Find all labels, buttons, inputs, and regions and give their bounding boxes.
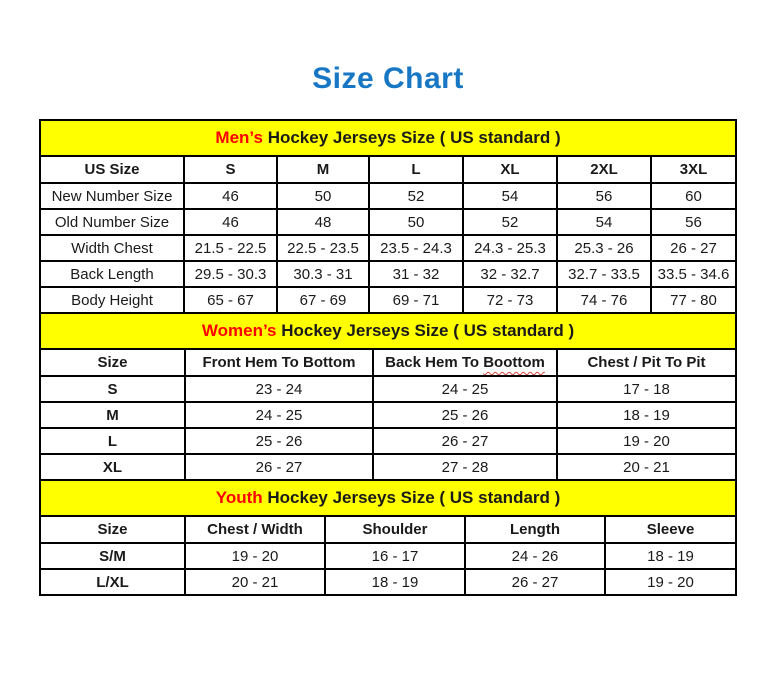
row-label: Width Chest	[40, 235, 184, 261]
row-label: L	[40, 428, 185, 454]
column-header: 3XL	[651, 156, 736, 183]
value-cell: 19 - 20	[557, 428, 736, 454]
column-header: Size	[40, 516, 185, 543]
column-header: Sleeve	[605, 516, 736, 543]
table-row	[40, 428, 736, 454]
column-header: Front Hem To Bottom	[185, 349, 373, 376]
table-row	[40, 209, 736, 235]
value-cell: 65 - 67	[184, 287, 277, 313]
value-cell: 17 - 18	[557, 376, 736, 402]
table-row	[40, 569, 736, 595]
column-header: Size	[40, 349, 185, 376]
section-title-accent: Women’s	[201, 321, 277, 340]
table-row	[40, 376, 736, 402]
value-cell: 18 - 19	[605, 543, 736, 569]
value-cell: 52	[463, 209, 557, 235]
value-cell: 46	[184, 183, 277, 209]
value-cell: 24.3 - 25.3	[463, 235, 557, 261]
value-cell: 54	[463, 183, 557, 209]
page-title: Size Chart	[312, 62, 464, 95]
section-title-accent: Youth	[215, 488, 263, 507]
value-cell: 77 - 80	[651, 287, 736, 313]
table-row	[40, 183, 736, 209]
column-header: Back Hem To Boottom	[373, 349, 557, 376]
value-cell: 56	[557, 183, 651, 209]
value-cell: 69 - 71	[369, 287, 463, 313]
mens-size-table	[39, 119, 737, 314]
value-cell: 50	[369, 209, 463, 235]
section-title-text: Hockey Jerseys Size ( US standard )	[276, 321, 575, 340]
youth-size-table	[39, 479, 737, 596]
mens-section-title	[40, 120, 736, 156]
row-label: XL	[40, 454, 185, 480]
value-cell: 23 - 24	[185, 376, 373, 402]
value-cell: 18 - 19	[325, 569, 465, 595]
value-cell: 46	[184, 209, 277, 235]
misspelled-word: Boottom	[483, 354, 545, 371]
value-cell: 48	[277, 209, 369, 235]
value-cell: 52	[369, 183, 463, 209]
value-cell: 26 - 27	[465, 569, 605, 595]
value-cell: 29.5 - 30.3	[184, 261, 277, 287]
row-label: M	[40, 402, 185, 428]
row-label: New Number Size	[40, 183, 184, 209]
table-row	[40, 261, 736, 287]
value-cell: 26 - 27	[373, 428, 557, 454]
column-header: US Size	[40, 156, 184, 183]
value-cell: 26 - 27	[185, 454, 373, 480]
section-title-accent: Men’s	[215, 128, 263, 147]
value-cell: 23.5 - 24.3	[369, 235, 463, 261]
value-cell: 18 - 19	[557, 402, 736, 428]
value-cell: 16 - 17	[325, 543, 465, 569]
row-label: S/M	[40, 543, 185, 569]
table-row	[40, 454, 736, 480]
column-header: Chest / Pit To Pit	[557, 349, 736, 376]
row-label: S	[40, 376, 185, 402]
column-header: XL	[463, 156, 557, 183]
womens-size-table	[39, 312, 737, 481]
row-label: L/XL	[40, 569, 185, 595]
section-title-text: Hockey Jerseys Size ( US standard )	[262, 488, 561, 507]
row-label: Back Length	[40, 261, 184, 287]
youth-section-title	[40, 480, 736, 516]
womens-section-title	[40, 313, 736, 349]
value-cell: 67 - 69	[277, 287, 369, 313]
row-label: Body Height	[40, 287, 184, 313]
value-cell: 56	[651, 209, 736, 235]
value-cell: 27 - 28	[373, 454, 557, 480]
column-header: M	[277, 156, 369, 183]
value-cell: 25.3 - 26	[557, 235, 651, 261]
column-header: Chest / Width	[185, 516, 325, 543]
column-header: Length	[465, 516, 605, 543]
value-cell: 32.7 - 33.5	[557, 261, 651, 287]
column-header: Shoulder	[325, 516, 465, 543]
row-label: Old Number Size	[40, 209, 184, 235]
value-cell: 21.5 - 22.5	[184, 235, 277, 261]
value-cell: 60	[651, 183, 736, 209]
section-title-text: Hockey Jerseys Size ( US standard )	[262, 128, 561, 147]
value-cell: 74 - 76	[557, 287, 651, 313]
value-cell: 19 - 20	[185, 543, 325, 569]
value-cell: 32 - 32.7	[463, 261, 557, 287]
column-header: 2XL	[557, 156, 651, 183]
value-cell: 24 - 26	[465, 543, 605, 569]
value-cell: 54	[557, 209, 651, 235]
column-header: S	[184, 156, 277, 183]
size-chart	[39, 119, 739, 596]
value-cell: 50	[277, 183, 369, 209]
value-cell: 31 - 32	[369, 261, 463, 287]
value-cell: 24 - 25	[185, 402, 373, 428]
value-cell: 72 - 73	[463, 287, 557, 313]
value-cell: 30.3 - 31	[277, 261, 369, 287]
table-row	[40, 235, 736, 261]
value-cell: 19 - 20	[605, 569, 736, 595]
value-cell: 20 - 21	[557, 454, 736, 480]
table-row	[40, 543, 736, 569]
table-row	[40, 287, 736, 313]
column-header: L	[369, 156, 463, 183]
value-cell: 22.5 - 23.5	[277, 235, 369, 261]
value-cell: 26 - 27	[651, 235, 736, 261]
value-cell: 20 - 21	[185, 569, 325, 595]
value-cell: 25 - 26	[185, 428, 373, 454]
value-cell: 25 - 26	[373, 402, 557, 428]
table-row	[40, 402, 736, 428]
value-cell: 24 - 25	[373, 376, 557, 402]
value-cell: 33.5 - 34.6	[651, 261, 736, 287]
